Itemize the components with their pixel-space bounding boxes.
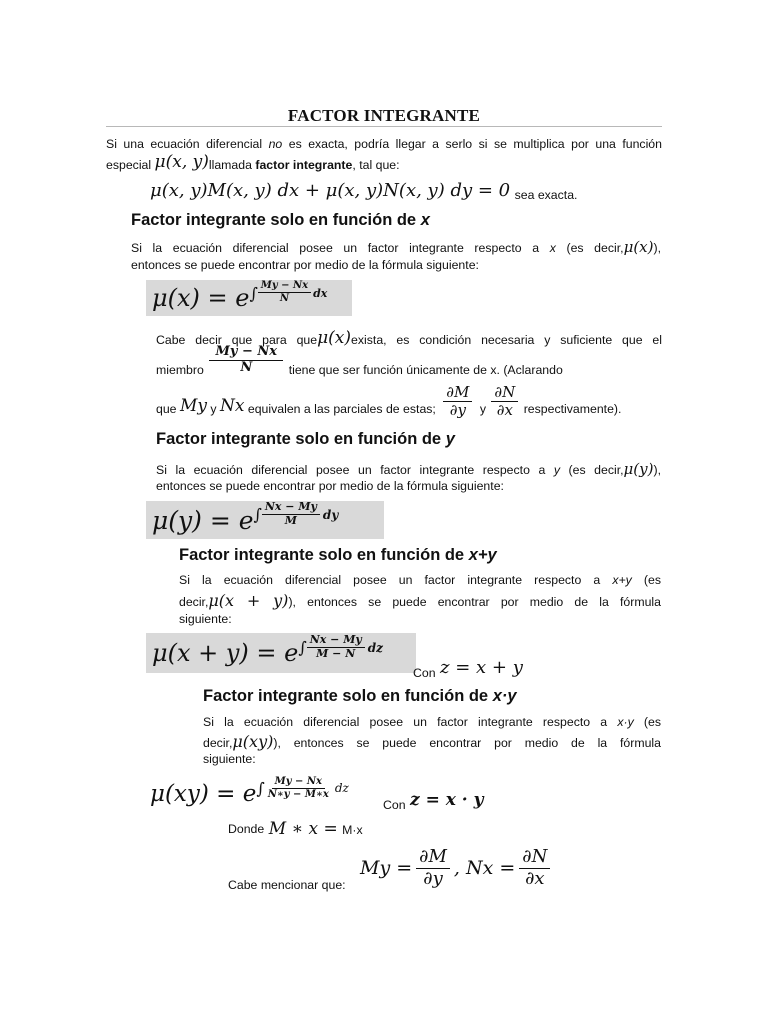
formula-x: μ(x) = e ∫ $\frac{My - Nx}{N}$ dx [146, 280, 352, 316]
cabe-mencionar: Cabe mencionar que: [228, 878, 346, 892]
section-x-line-1: Si la ecuación diferencial posee un factor integrante respecto a x (es decir,μ(x)), [131, 238, 662, 256]
heading-x: Factor integrante solo en función de x [131, 211, 430, 229]
formula-y: μ(y) = e ∫ $\frac{Nx - My}{M}$ dy [146, 501, 384, 539]
formula-x-plus-y: μ(x + y) = e ∫ $\frac{Nx - My}{M - N}$ dz [146, 633, 416, 673]
section-xpy-line-2: decir,μ(x + y)), entonces se puede encontrar por medio de la fórmula [179, 591, 661, 610]
title-rule [106, 126, 662, 127]
mu-x-cabe: μ(x) [317, 328, 352, 348]
mu-y-inline: μ(y) [623, 460, 654, 478]
mu-xy-product-inline: μ(xy) [232, 732, 274, 751]
section-xpy-line-1: Si la ecuación diferencial posee un factor integrante respecto a x+y (es [179, 573, 662, 587]
section-xpy-line-3: siguiente: [179, 612, 232, 626]
cabe-decir-line: Cabe decir que para queμ(x)exista, es condición necesaria y suficiente que el [156, 328, 662, 348]
section-y-line-1: Si la ecuación diferencial posee un factor integrante respecto a y (es decir,μ(y)), [156, 460, 661, 478]
formula-x-times-y: μ(xy) = e ∫ $\frac{My - Nx}{N∗y - M∗x}$ dz [150, 776, 349, 807]
donde-line: Donde M ∗ x = M·x [228, 819, 363, 839]
intro-equation: μ(x, y)M(x, y) dx + μ(x, y)N(x, y) dy = 0 [150, 180, 511, 201]
mu-x-inline: μ(x) [623, 238, 654, 256]
con-z-xpy: $_{Con}$ z = x + y [413, 657, 523, 680]
heading-x-times-y: Factor integrante solo en función de x·y [203, 687, 517, 705]
section-x-line-2: entonces se puede encontrar por medio de la fórmula siguiente: [131, 258, 479, 272]
final-partials: My = $\frac{\partial M}{\partial y}$ , Nx = $\frac{\partial N}{\partial x}$ [360, 843, 550, 893]
intro-line-1: Si una ecuación diferencial no es exacta, podría llegar a serlo si se multiplica por una función [106, 137, 662, 151]
intro-equation-row [150, 180, 577, 203]
miembro-line: miembro $\frac{My - Nx}{N}$ tiene que ser función únicamente de x. (Aclarando [156, 344, 563, 377]
intro-line-2: especial μ(x, y)llamada factor integrante, tal que: [106, 152, 400, 172]
section-xy-line-1: Si la ecuación diferencial posee un factor integrante respecto a x·y (es [203, 715, 662, 729]
intro-equation-suffix: sea exacta. [514, 188, 578, 202]
factor-integrante-bold: factor integrante [255, 158, 353, 172]
mu-xpy-inline: μ(x + y) [208, 591, 289, 610]
mu-xy-inline: μ(x, y) [154, 152, 209, 172]
section-xy-line-3: siguiente: [203, 752, 256, 766]
section-y-line-2: entonces se puede encontrar por medio de la fórmula siguiente: [156, 479, 504, 493]
page-title: FACTOR INTEGRANTE [287, 106, 481, 125]
con-z-xy: $_{Con}$ z = x · y [383, 790, 484, 812]
parciales-line: que My y Nx equivalen a las parciales de estas; $\frac{\partial M}{\partial y}$ y $\frac{\partial N}{\partial x}$ respectivamente). [156, 383, 622, 420]
section-xy-line-2: decir,μ(xy)), entonces se puede encontrar por medio de la fórmula [203, 732, 661, 751]
heading-x-plus-y: Factor integrante solo en función de x+y [179, 546, 497, 564]
intro-no: no [268, 137, 283, 151]
heading-y: Factor integrante solo en función de y [156, 430, 455, 448]
